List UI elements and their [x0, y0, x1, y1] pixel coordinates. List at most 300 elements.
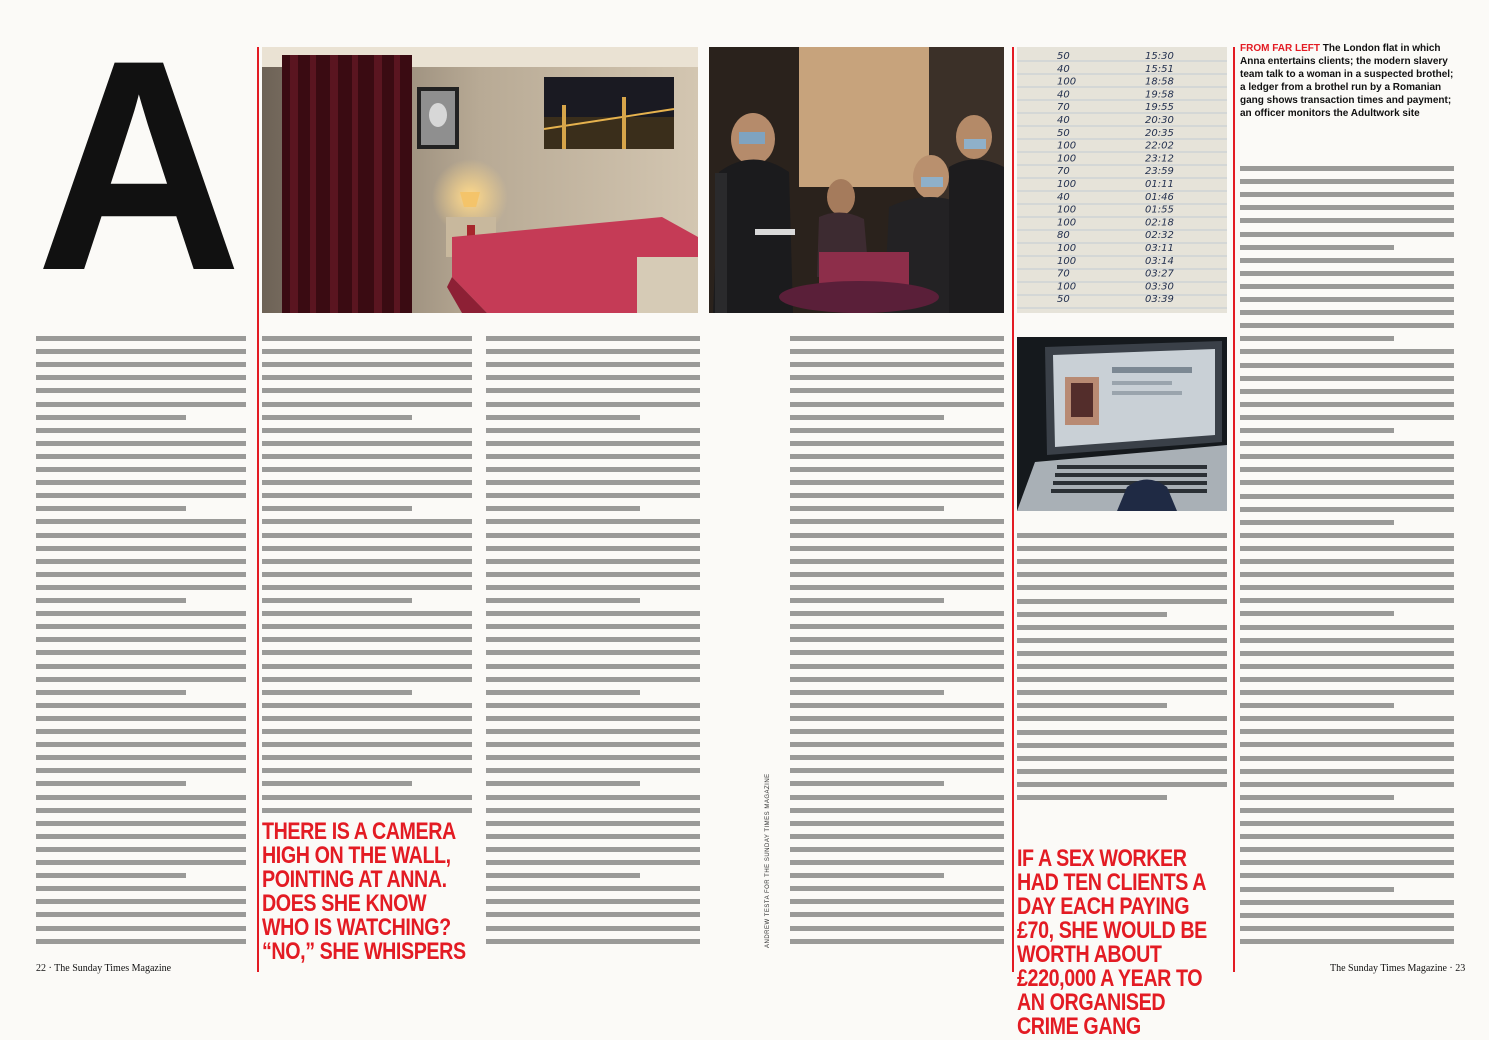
- text-line: [1240, 651, 1454, 656]
- text-line: [262, 755, 472, 760]
- text-line: [262, 441, 472, 446]
- text-line: [36, 677, 246, 682]
- text-line: [790, 402, 1004, 407]
- photo-bedroom: [262, 47, 698, 313]
- text-line: [1240, 742, 1454, 747]
- text-line: [1017, 716, 1227, 721]
- text-line: [1240, 467, 1454, 472]
- text-line: [36, 808, 246, 813]
- text-line: [1017, 612, 1167, 617]
- text-line: [262, 781, 412, 786]
- text-line: [486, 493, 700, 498]
- text-line: [790, 572, 1004, 577]
- text-line: [486, 480, 700, 485]
- ledger-amount: 100: [1057, 153, 1077, 165]
- text-line: [790, 480, 1004, 485]
- text-line: [790, 808, 1004, 813]
- text-line: [1017, 599, 1227, 604]
- text-line: [262, 493, 472, 498]
- text-line: [486, 467, 700, 472]
- text-line: [1240, 729, 1454, 734]
- text-line: [486, 926, 700, 931]
- text-line: [486, 939, 700, 944]
- text-line: [36, 742, 246, 747]
- text-line: [790, 729, 1004, 734]
- text-line: [486, 349, 700, 354]
- text-line: [36, 847, 246, 852]
- text-line: [790, 912, 1004, 917]
- text-line: [36, 428, 246, 433]
- text-line: [36, 637, 246, 642]
- ledger-amount: 40: [1057, 63, 1070, 75]
- text-line: [790, 506, 944, 511]
- text-line: [790, 886, 1004, 891]
- text-line: [1240, 546, 1454, 551]
- text-line: [1240, 585, 1454, 590]
- text-line: [36, 795, 246, 800]
- text-line: [262, 808, 472, 813]
- text-line: [1240, 664, 1454, 669]
- article-column-4: [790, 330, 1004, 948]
- text-line: [1240, 218, 1454, 223]
- text-line: [1240, 376, 1454, 381]
- ledger-time: 15:51: [1145, 63, 1174, 75]
- text-line: [262, 415, 412, 420]
- ledger-time: 19:58: [1145, 89, 1174, 101]
- text-line: [36, 664, 246, 669]
- ledger-time: 18:58: [1145, 76, 1174, 88]
- text-line: [1240, 389, 1454, 394]
- text-line: [1240, 428, 1394, 433]
- ledger-amount: 100: [1057, 179, 1077, 190]
- text-line: [36, 755, 246, 760]
- photo-laptop: [1017, 337, 1227, 511]
- ledger-amount: 100: [1057, 140, 1077, 152]
- text-line: [36, 860, 246, 865]
- text-line: [790, 519, 1004, 524]
- text-line: [1240, 887, 1394, 892]
- text-line: [486, 664, 700, 669]
- text-line: [262, 533, 472, 538]
- text-line: [36, 493, 246, 498]
- ledger-amount: 100: [1057, 255, 1077, 267]
- ledger-time: 01:55: [1145, 204, 1174, 216]
- text-line: [1240, 271, 1454, 276]
- text-line: [262, 519, 472, 524]
- text-line: [262, 677, 472, 682]
- text-line: [1017, 769, 1227, 774]
- text-line: [262, 506, 412, 511]
- ledger-amount: 50: [1057, 51, 1070, 62]
- text-line: [790, 939, 1004, 944]
- text-line: [262, 598, 412, 603]
- text-line: [262, 375, 472, 380]
- text-line: [36, 899, 246, 904]
- drop-cap: A: [36, 0, 235, 333]
- text-line: [36, 349, 246, 354]
- ledger-amount: 70: [1057, 268, 1070, 280]
- text-line: [36, 362, 246, 367]
- text-line: [36, 415, 186, 420]
- text-line: [1017, 585, 1227, 590]
- text-line: [1240, 834, 1454, 839]
- text-line: [1017, 559, 1227, 564]
- text-line: [790, 362, 1004, 367]
- text-line: [36, 781, 186, 786]
- text-line: [262, 624, 472, 629]
- text-line: [790, 768, 1004, 773]
- text-line: [790, 559, 1004, 564]
- text-line: [36, 650, 246, 655]
- text-line: [790, 585, 1004, 590]
- text-line: [1240, 245, 1394, 250]
- text-line: [486, 886, 700, 891]
- text-line: [486, 795, 700, 800]
- text-line: [262, 637, 472, 642]
- text-line: [262, 664, 472, 669]
- text-line: [1240, 690, 1454, 695]
- photo-credit: ANDREW TESTA FOR THE SUNDAY TIMES MAGAZINE: [765, 773, 771, 948]
- text-line: [486, 899, 700, 904]
- ledger-time: 02:32: [1145, 230, 1174, 242]
- text-line: [486, 624, 700, 629]
- text-line: [486, 716, 700, 721]
- text-line: [486, 375, 700, 380]
- ledger-amount: 100: [1057, 217, 1077, 229]
- text-line: [36, 703, 246, 708]
- text-line: [486, 781, 640, 786]
- text-line: [1240, 166, 1454, 171]
- text-line: [36, 690, 186, 695]
- text-line: [1240, 900, 1454, 905]
- ledger-time: 03:14: [1145, 255, 1174, 267]
- ledger-time: 02:18: [1145, 217, 1174, 229]
- text-line: [262, 349, 472, 354]
- text-line: [790, 611, 1004, 616]
- text-line: [36, 821, 246, 826]
- text-line: [486, 402, 700, 407]
- text-line: [1240, 192, 1454, 197]
- text-line: [790, 899, 1004, 904]
- text-line: [790, 441, 1004, 446]
- text-line: [262, 795, 472, 800]
- folio-left: 22 · The Sunday Times Magazine: [36, 963, 172, 974]
- text-line: [790, 821, 1004, 826]
- ledger-amount: 100: [1057, 204, 1077, 216]
- photo-ledger: [1017, 47, 1227, 313]
- text-line: [262, 742, 472, 747]
- article-column-6: [1240, 160, 1454, 950]
- ledger-amount: 50: [1057, 294, 1070, 306]
- text-line: [36, 546, 246, 551]
- text-line: [1017, 533, 1227, 538]
- ledger-amount: 100: [1057, 243, 1077, 254]
- text-line: [36, 375, 246, 380]
- text-line: [1240, 913, 1454, 918]
- text-line: [1240, 559, 1454, 564]
- text-line: [1017, 782, 1227, 787]
- text-line: [486, 572, 700, 577]
- ledger-amount: 50: [1057, 127, 1070, 139]
- text-line: [262, 480, 472, 485]
- text-line: [790, 926, 1004, 931]
- text-line: [790, 336, 1004, 341]
- ledger-amount: 70: [1057, 166, 1070, 178]
- text-line: [36, 441, 246, 446]
- text-line: [1240, 258, 1454, 263]
- text-line: [36, 402, 246, 407]
- text-line: [790, 716, 1004, 721]
- ledger-time: 03:11: [1145, 243, 1174, 254]
- text-line: [790, 677, 1004, 682]
- text-line: [486, 428, 700, 433]
- text-line: [790, 428, 1004, 433]
- text-line: [36, 336, 246, 341]
- text-line: [486, 546, 700, 551]
- text-line: [36, 716, 246, 721]
- text-line: [262, 729, 472, 734]
- text-line: [1240, 716, 1454, 721]
- text-line: [36, 611, 246, 616]
- ledger-amount: 40: [1057, 191, 1070, 203]
- text-line: [1240, 782, 1454, 787]
- ledger-time: 03:27: [1145, 268, 1174, 280]
- ledger-amount: 70: [1057, 102, 1070, 114]
- text-line: [36, 926, 246, 931]
- ledger-time: 19:55: [1145, 102, 1174, 114]
- caption-lead: FROM FAR LEFT: [1240, 43, 1320, 54]
- text-line: [790, 690, 944, 695]
- text-line: [790, 650, 1004, 655]
- article-column-1: [36, 330, 246, 948]
- ledger-time: 01:46: [1145, 191, 1174, 203]
- text-line: [36, 533, 246, 538]
- text-line: [1017, 651, 1227, 656]
- text-line: [790, 795, 1004, 800]
- text-line: [486, 873, 640, 878]
- text-line: [1240, 572, 1454, 577]
- text-line: [1240, 873, 1454, 878]
- text-line: [1240, 363, 1454, 368]
- ledger-time: 03:39: [1145, 294, 1174, 306]
- text-line: [790, 467, 1004, 472]
- text-line: [790, 533, 1004, 538]
- text-line: [486, 336, 700, 341]
- ledger-time: 15:30: [1145, 51, 1174, 62]
- text-line: [790, 860, 1004, 865]
- text-line: [36, 506, 186, 511]
- pull-quote-left: THERE IS A CAMERA HIGH ON THE WALL, POINTING AT ANNA. DOES SHE KNOW WHO IS WATCHING? “NO,” SHE WHISPERS: [262, 818, 466, 965]
- text-line: [486, 506, 640, 511]
- ledger-time: 03:30: [1145, 281, 1174, 293]
- column-rule: [257, 47, 259, 972]
- text-line: [790, 598, 944, 603]
- text-line: [1240, 808, 1454, 813]
- text-line: [1240, 795, 1394, 800]
- text-line: [262, 467, 472, 472]
- text-line: [486, 808, 700, 813]
- text-line: [1240, 310, 1454, 315]
- text-line: [36, 572, 246, 577]
- ledger-amount: 40: [1057, 89, 1070, 101]
- text-line: [1240, 205, 1454, 210]
- text-line: [790, 454, 1004, 459]
- text-line: [790, 375, 1004, 380]
- article-column-2: [262, 330, 472, 815]
- text-line: [36, 388, 246, 393]
- text-line: [790, 546, 1004, 551]
- text-line: [36, 598, 186, 603]
- text-line: [1240, 284, 1454, 289]
- text-line: [1240, 415, 1454, 420]
- ledger-time: 23:12: [1145, 153, 1174, 165]
- text-line: [790, 755, 1004, 760]
- text-line: [262, 585, 472, 590]
- text-line: [36, 768, 246, 773]
- text-line: [1240, 507, 1454, 512]
- text-line: [486, 362, 700, 367]
- text-line: [1017, 730, 1227, 735]
- text-line: [1240, 821, 1454, 826]
- text-line: [486, 559, 700, 564]
- article-column-5: [1017, 527, 1227, 807]
- text-line: [486, 611, 700, 616]
- text-line: [36, 519, 246, 524]
- text-line: [790, 742, 1004, 747]
- text-line: [1240, 703, 1394, 708]
- text-line: [1017, 664, 1227, 669]
- text-line: [262, 768, 472, 773]
- text-line: [486, 677, 700, 682]
- text-line: [790, 664, 1004, 669]
- text-line: [36, 886, 246, 891]
- text-line: [1240, 847, 1454, 852]
- text-line: [1240, 638, 1454, 643]
- text-line: [790, 834, 1004, 839]
- text-line: [262, 454, 472, 459]
- text-line: [486, 768, 700, 773]
- text-line: [486, 742, 700, 747]
- article-column-3: [486, 330, 700, 948]
- text-line: [1017, 743, 1227, 748]
- text-line: [790, 703, 1004, 708]
- text-line: [486, 650, 700, 655]
- ledger-amount: 80: [1057, 230, 1070, 242]
- text-line: [262, 546, 472, 551]
- text-line: [486, 598, 640, 603]
- text-line: [262, 572, 472, 577]
- text-line: [1240, 939, 1454, 944]
- text-line: [486, 729, 700, 734]
- text-line: [486, 533, 700, 538]
- text-line: [1017, 625, 1227, 630]
- text-line: [486, 585, 700, 590]
- text-line: [486, 415, 640, 420]
- ledger-time: 01:11: [1145, 179, 1174, 190]
- text-line: [1240, 533, 1454, 538]
- text-line: [790, 493, 1004, 498]
- text-line: [36, 729, 246, 734]
- text-line: [486, 834, 700, 839]
- text-line: [262, 611, 472, 616]
- text-line: [36, 480, 246, 485]
- text-line: [1240, 349, 1454, 354]
- text-line: [1240, 402, 1454, 407]
- text-line: [262, 716, 472, 721]
- text-line: [1017, 795, 1167, 800]
- text-line: [36, 624, 246, 629]
- text-line: [790, 637, 1004, 642]
- photo-caption: [1240, 42, 1460, 120]
- text-line: [790, 415, 944, 420]
- text-line: [1017, 677, 1227, 682]
- text-line: [486, 821, 700, 826]
- ledger-time: 20:30: [1145, 115, 1174, 126]
- text-line: [1240, 598, 1454, 603]
- text-line: [790, 873, 944, 878]
- text-line: [1240, 926, 1454, 931]
- text-line: [486, 454, 700, 459]
- text-line: [1017, 638, 1227, 643]
- text-line: [790, 349, 1004, 354]
- text-line: [486, 847, 700, 852]
- text-line: [1240, 611, 1394, 616]
- text-line: [36, 912, 246, 917]
- text-line: [486, 388, 700, 393]
- text-line: [1240, 179, 1454, 184]
- text-line: [262, 388, 472, 393]
- text-line: [1240, 756, 1454, 761]
- text-line: [486, 519, 700, 524]
- text-line: [262, 402, 472, 407]
- pull-quote-right: IF A SEX WORKER HAD TEN CLIENTS A DAY EACH PAYING £70, SHE WOULD BE WORTH ABOUT £220,000 A YEAR TO AN ORGANISED CRIME GANG: [1017, 845, 1207, 1040]
- text-line: [1240, 232, 1454, 237]
- text-line: [486, 755, 700, 760]
- text-line: [36, 559, 246, 564]
- text-line: [1017, 703, 1167, 708]
- text-line: [486, 690, 640, 695]
- ledger-amount: 100: [1057, 76, 1077, 88]
- text-line: [790, 388, 1004, 393]
- text-line: [1240, 336, 1394, 341]
- text-line: [36, 467, 246, 472]
- text-line: [1240, 480, 1454, 485]
- text-line: [1240, 494, 1454, 499]
- text-line: [262, 428, 472, 433]
- text-line: [262, 690, 412, 695]
- photo-officers: [709, 47, 1004, 313]
- text-line: [1240, 520, 1394, 525]
- ledger-time: 23:59: [1145, 166, 1174, 178]
- text-line: [262, 650, 472, 655]
- text-line: [486, 637, 700, 642]
- text-line: [36, 834, 246, 839]
- text-line: [1017, 756, 1227, 761]
- text-line: [1240, 625, 1454, 630]
- text-line: [262, 559, 472, 564]
- text-line: [486, 441, 700, 446]
- text-line: [1017, 690, 1227, 695]
- text-line: [262, 703, 472, 708]
- text-line: [1240, 769, 1454, 774]
- text-line: [1240, 677, 1454, 682]
- text-line: [486, 860, 700, 865]
- text-line: [36, 454, 246, 459]
- text-line: [36, 585, 246, 590]
- text-line: [486, 703, 700, 708]
- text-line: [790, 847, 1004, 852]
- ledger-time: 20:35: [1145, 127, 1174, 139]
